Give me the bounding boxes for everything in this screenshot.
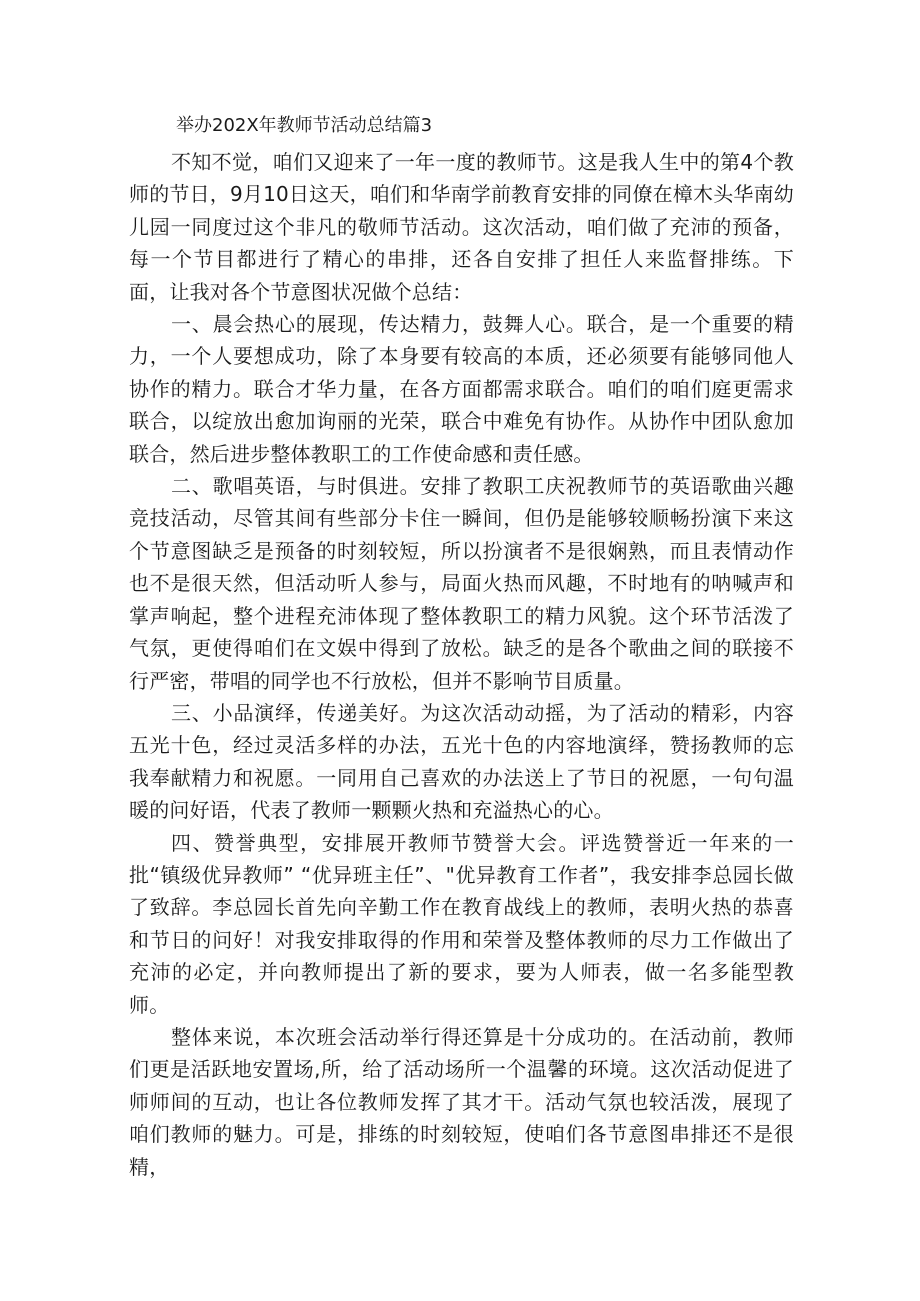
paragraph-summary: 整体来说，本次班会活动举行得还算是十分成功的。在活动前，教师们更是活跃地安置场,所，给了活动场所一个温馨的环境。这次活动促进了师师间的互动，也让各位教师发挥了其才干。活动气氛也较活泼，展现了咱们教师的魅力。可是，排练的时刻较短，使咱们各节意图串排还不是很精， xyxy=(129,1024,794,1179)
paragraph-section-2: 二、歌唱英语，与时俱进。安排了教职工庆祝教师节的英语歌曲兴趣竞技活动，尽管其间有些部分卡住一瞬间，但仍是能够较顺畅扮演下来这个节意图缺乏是预备的时刻较短，所以扮演者不是很娴熟，而且表情动作也不是很天然，但活动听人参与，局面火热而风趣，不时地有的呐喊声和掌声响起，整个进程充沛体现了整体教职工的精力风貌。这个环节活泼了气氛，更使得咱们在文娱中得到了放松。缺乏的是各个歌曲之间的联接不行严密，带唱的同学也不行放松，但并不影响节目质量。 xyxy=(129,474,794,693)
document-title: 举办202X年教师节活动总结篇3 xyxy=(176,115,433,136)
paragraph-section-3: 三、小品演绎，传递美好。为这次活动动摇，为了活动的精彩，内容五光十色，经过灵活多样的办法，五光十色的内容地演绎，赞扬教师的忘我奉献精力和祝愿。一同用自己喜欢的办法送上了节日的祝愿，一句句温暖的问好语，代表了教师一颗颗火热和充溢热心的心。 xyxy=(129,700,794,823)
document-body xyxy=(129,146,794,1183)
paragraph-intro: 不知不觉，咱们又迎来了一年一度的教师节。这是我人生中的第4个教师的节日，9月10日这天，咱们和华南学前教育安排的同僚在樟木头华南幼儿园一同度过这个非凡的敬师节活动。这次活动，咱们做了充沛的预备，每一个节目都进行了精心的串排，还各自安排了担任人来监督排练。下面，让我对各个节意图状况做个总结： xyxy=(129,150,794,304)
paragraph-section-4: 四、赞誉典型，安排展开教师节赞誉大会。评选赞誉近一年来的一批“镇级优异教师” “优异班主任”、"优异教育工作者”，我安排李总园长做了致辞。李总园长首先向辛勤工作在教育战线上的教师，表明火热的恭喜和节日的问好！对我安排取得的作用和荣誉及整体教师的尽力工作做出了充沛的必定，并向教师提出了新的要求，要为人师表，做一名多能型教师。 xyxy=(129,830,794,1017)
paragraph-section-1: 一、晨会热心的展现，传达精力，鼓舞人心。联合，是一个重要的精力，一个人要想成功，除了本身要有较高的本质，还必须要有能够同他人协作的精力。联合才华力量，在各方面都需求联合。咱们的咱们庭更需求联合，以绽放出愈加询丽的光荣，联合中难免有协作。从协作中团队愈加联合，然后进步整体教职工的工作使命感和责任感。 xyxy=(129,312,794,466)
